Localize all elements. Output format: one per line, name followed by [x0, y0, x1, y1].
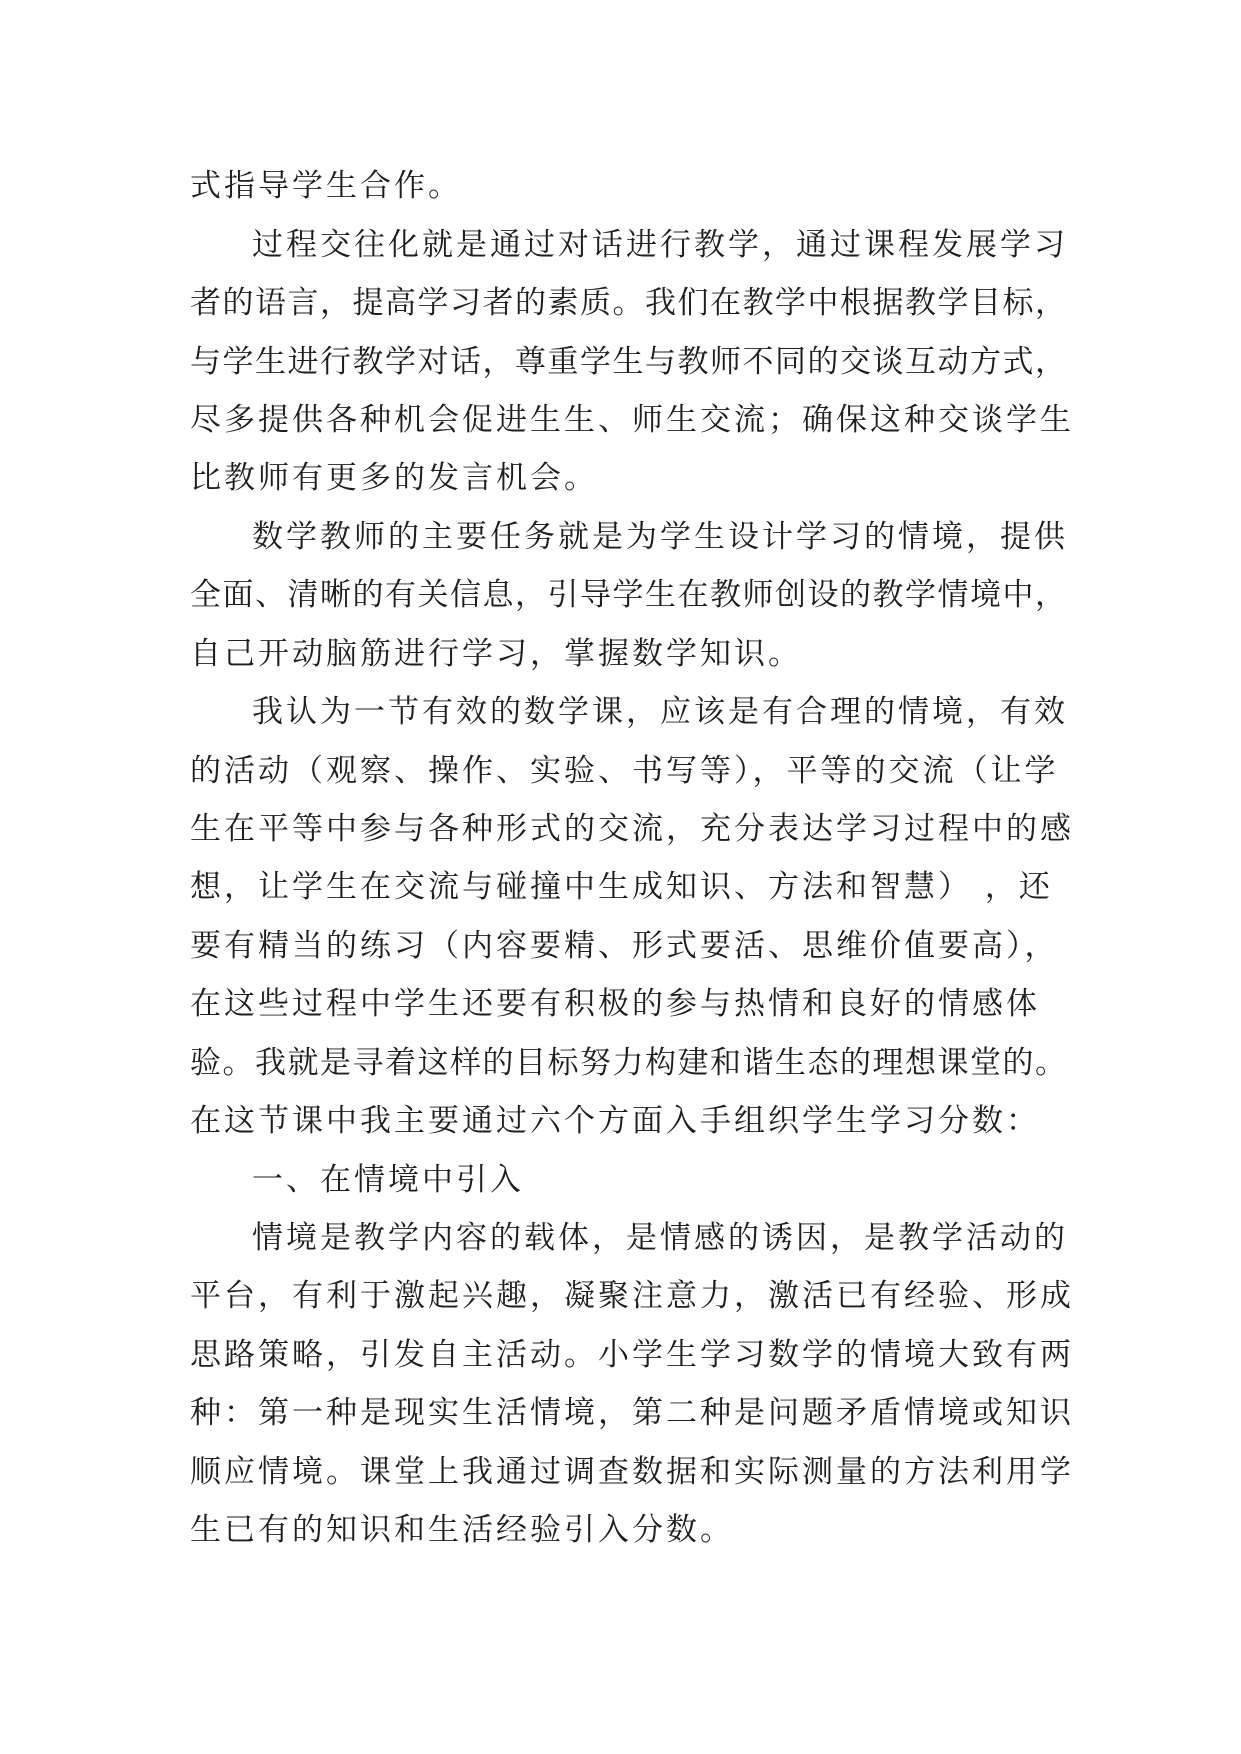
text-line: 与学生进行教学对话，尊重学生与教师不同的交谈互动方式，: [190, 344, 1068, 380]
text-line: 的活动（观察、操作、实验、书写等），平等的交流（让学: [190, 753, 1059, 789]
paragraph-first-line: 我认为一节有效的数学课，应该是有合理的情境，有效: [252, 694, 1068, 730]
text-line: 要有精当的练习（内容要精、形式要活、思维价值要高），: [190, 928, 1059, 964]
text-line: 生已有的知识和生活经验引入分数。: [190, 1512, 734, 1548]
text-line: 平台，有利于激起兴趣，凝聚注意力，激活已有经验、形成: [190, 1278, 1074, 1314]
text-line: 种：第一种是现实生活情境，第二种是问题矛盾情境或知识: [190, 1395, 1074, 1431]
paragraph-first-line: 过程交往化就是通过对话进行教学，通过课程发展学习: [252, 227, 1068, 263]
text-line: 者的语言，提高学习者的素质。我们在教学中根据教学目标，: [190, 285, 1068, 321]
text-line: 式指导学生合作。: [190, 168, 462, 204]
text-line: 自己开动脑筋进行学习，掌握数学知识。: [190, 636, 802, 672]
text-line: 想，让学生在交流与碰撞中生成知识、方法和智慧） ，还: [190, 869, 1053, 905]
section-heading: 一、在情境中引入: [252, 1162, 524, 1198]
paragraph-first-line: 数学教师的主要任务就是为学生设计学习的情境，提供: [252, 519, 1068, 555]
paragraph-first-line: 情境是教学内容的载体，是情感的诱因，是教学活动的: [252, 1220, 1068, 1256]
text-line: 比教师有更多的发言机会。: [190, 460, 598, 496]
text-line: 思路策略，引发自主活动。小学生学习数学的情境大致有两: [190, 1337, 1074, 1373]
text-line: 顺应情境。课堂上我通过调查数据和实际测量的方法利用学: [190, 1454, 1074, 1490]
text-line: 在这节课中我主要通过六个方面入手组织学生学习分数：: [190, 1103, 1040, 1139]
text-line: 生在平等中参与各种形式的交流，充分表达学习过程中的感: [190, 811, 1074, 847]
text-line: 在这些过程中学生还要有积极的参与热情和良好的情感体: [190, 986, 1040, 1022]
text-line: 全面、清晰的有关信息，引导学生在教师创设的教学情境中，: [190, 577, 1068, 613]
text-line: 尽多提供各种机会促进生生、师生交流；确保这种交谈学生: [190, 402, 1074, 438]
text-line: 验。我就是寻着这样的目标努力构建和谐生态的理想课堂的。: [190, 1045, 1068, 1081]
